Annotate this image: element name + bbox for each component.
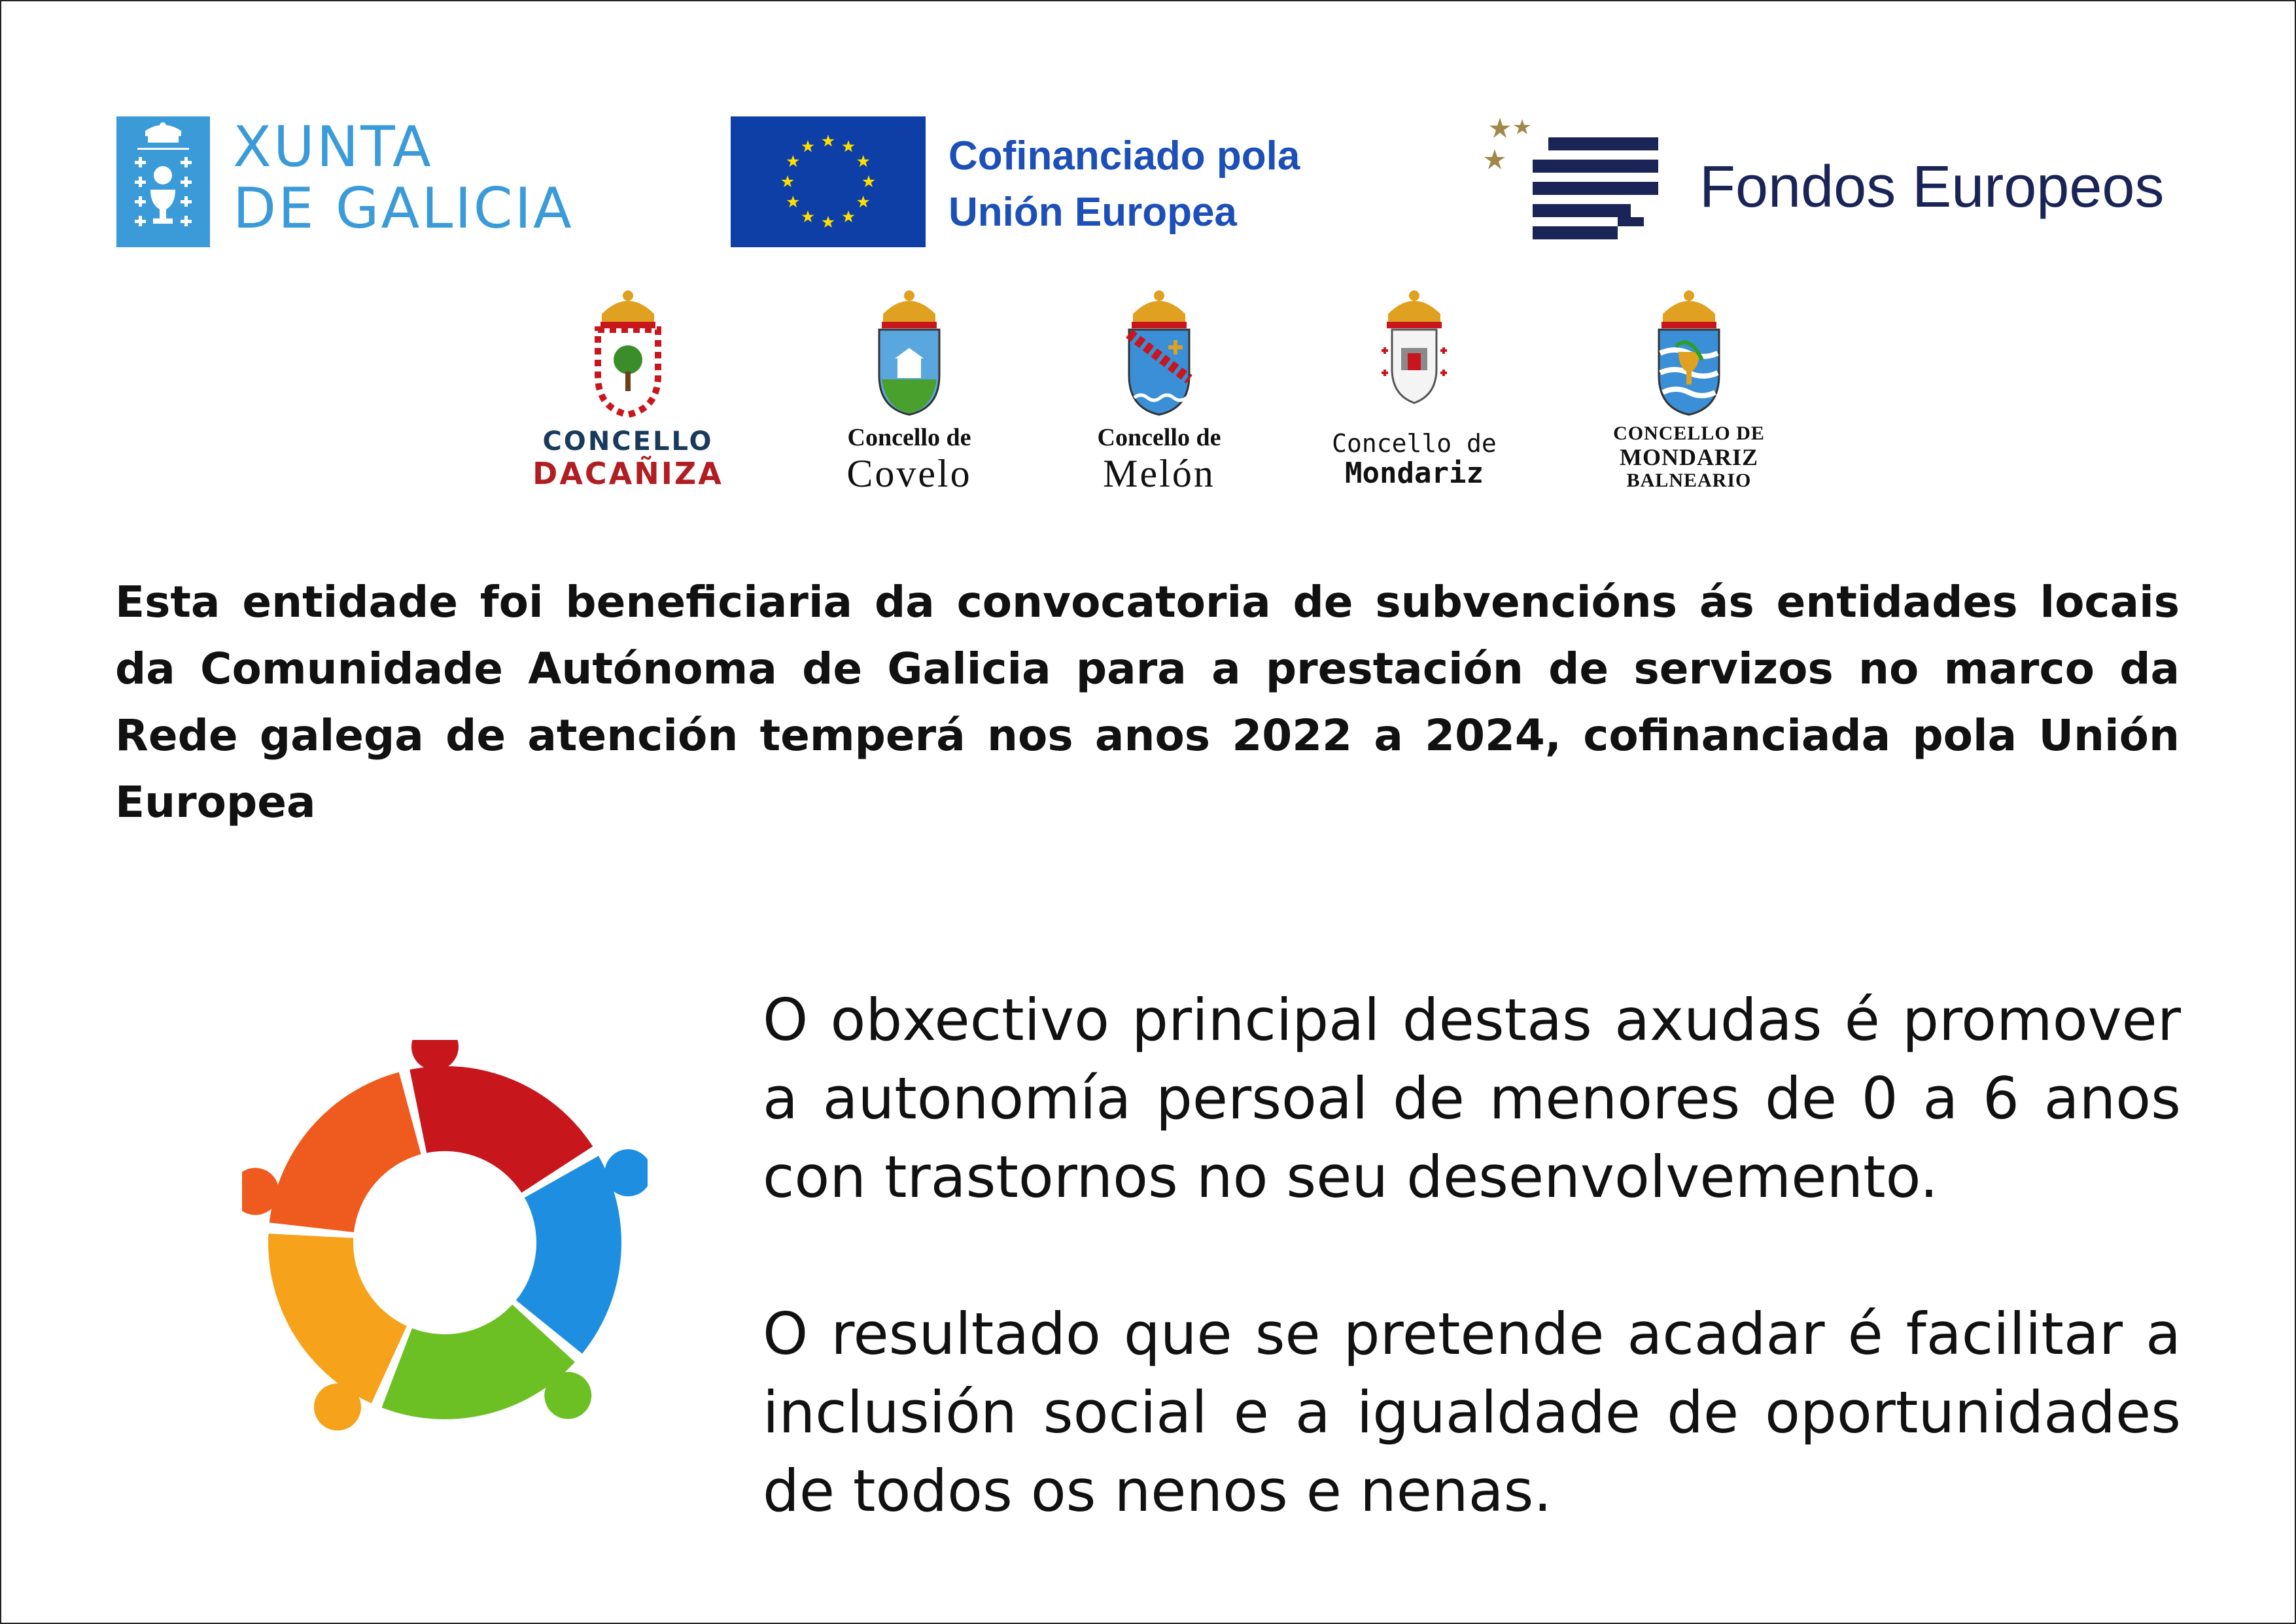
crest-mondariz-icon [1375,288,1453,419]
person-head [411,1040,459,1070]
crest-mondariz-balneario-icon [1650,288,1728,419]
goal-paragraph: O obxectivo principal destas axudas é promover a autonomía persoal de menores de 0 a 6 anos con trastornos no seu desenvolvemento. [763,986,2181,1211]
council-mondariz-balneario-line2: MONDARIZ [1620,444,1758,470]
eu-line1: Cofinanciado pola [948,133,1300,179]
person-body [270,1072,421,1232]
council-a-caniza-line1: CONCELLO [542,426,714,457]
person-head [314,1383,361,1430]
council-melon-line1: Concello de [1097,424,1221,451]
xunta-wordmark [233,116,574,239]
xunta-emblem-icon [116,116,210,247]
council-mondariz [1306,288,1522,489]
person-head [544,1372,591,1419]
crest-covelo-icon [870,288,948,419]
result-paragraph: O resultado que se pretende acadar é facilitar a inclusión social e a igualdade de oportunidades de todos os nenos e nenas. [763,1300,2181,1525]
council-a-caniza-line2: DACAÑIZA [532,456,723,491]
person-body [409,1066,593,1193]
eu-cofinance-label [948,128,1300,241]
people-circle-icon [242,1040,648,1445]
council-covelo-line1: Concello de [847,424,971,451]
xunta-line1: XUNTA [233,114,433,180]
council-mondariz-balneario-line1: CONCELLO DE [1613,423,1765,444]
council-a-caniza [520,288,736,491]
person-body [268,1234,407,1403]
xunta-line2: DE GALICIA [233,176,574,241]
goal-section [763,981,2181,1609]
council-mondariz-line2: Mondariz [1345,457,1484,490]
council-melon [1051,288,1267,494]
council-mondariz-balneario [1581,288,1797,492]
crest-a-caniza-icon [589,288,667,419]
council-mondariz-balneario-line3: BALNEARIO [1626,470,1752,491]
council-mondariz-line1: Concello de [1332,429,1497,458]
crest-melon-icon [1120,288,1198,419]
beneficiary-statement: Esta entidade foi beneficiaria da convocatoria de subvencións ás entidades locais da Comunidade Autónoma de Galicia para a prestación de servizos no marco da Rede galega de atención temperá nos anos 2022 a 2024, cofinanciada pola Unión Europea [115,577,2180,827]
eu-flag-icon [731,116,926,247]
eu-line2: Unión Europea [948,190,1237,235]
fondos-europeos-logo-icon [1480,112,1670,250]
fondos-europeos-label: Fondos Europeos [1699,154,2165,220]
council-melon-line2: Melón [1103,452,1215,495]
council-covelo-line2: Covelo [846,452,972,495]
council-covelo [801,288,1017,494]
